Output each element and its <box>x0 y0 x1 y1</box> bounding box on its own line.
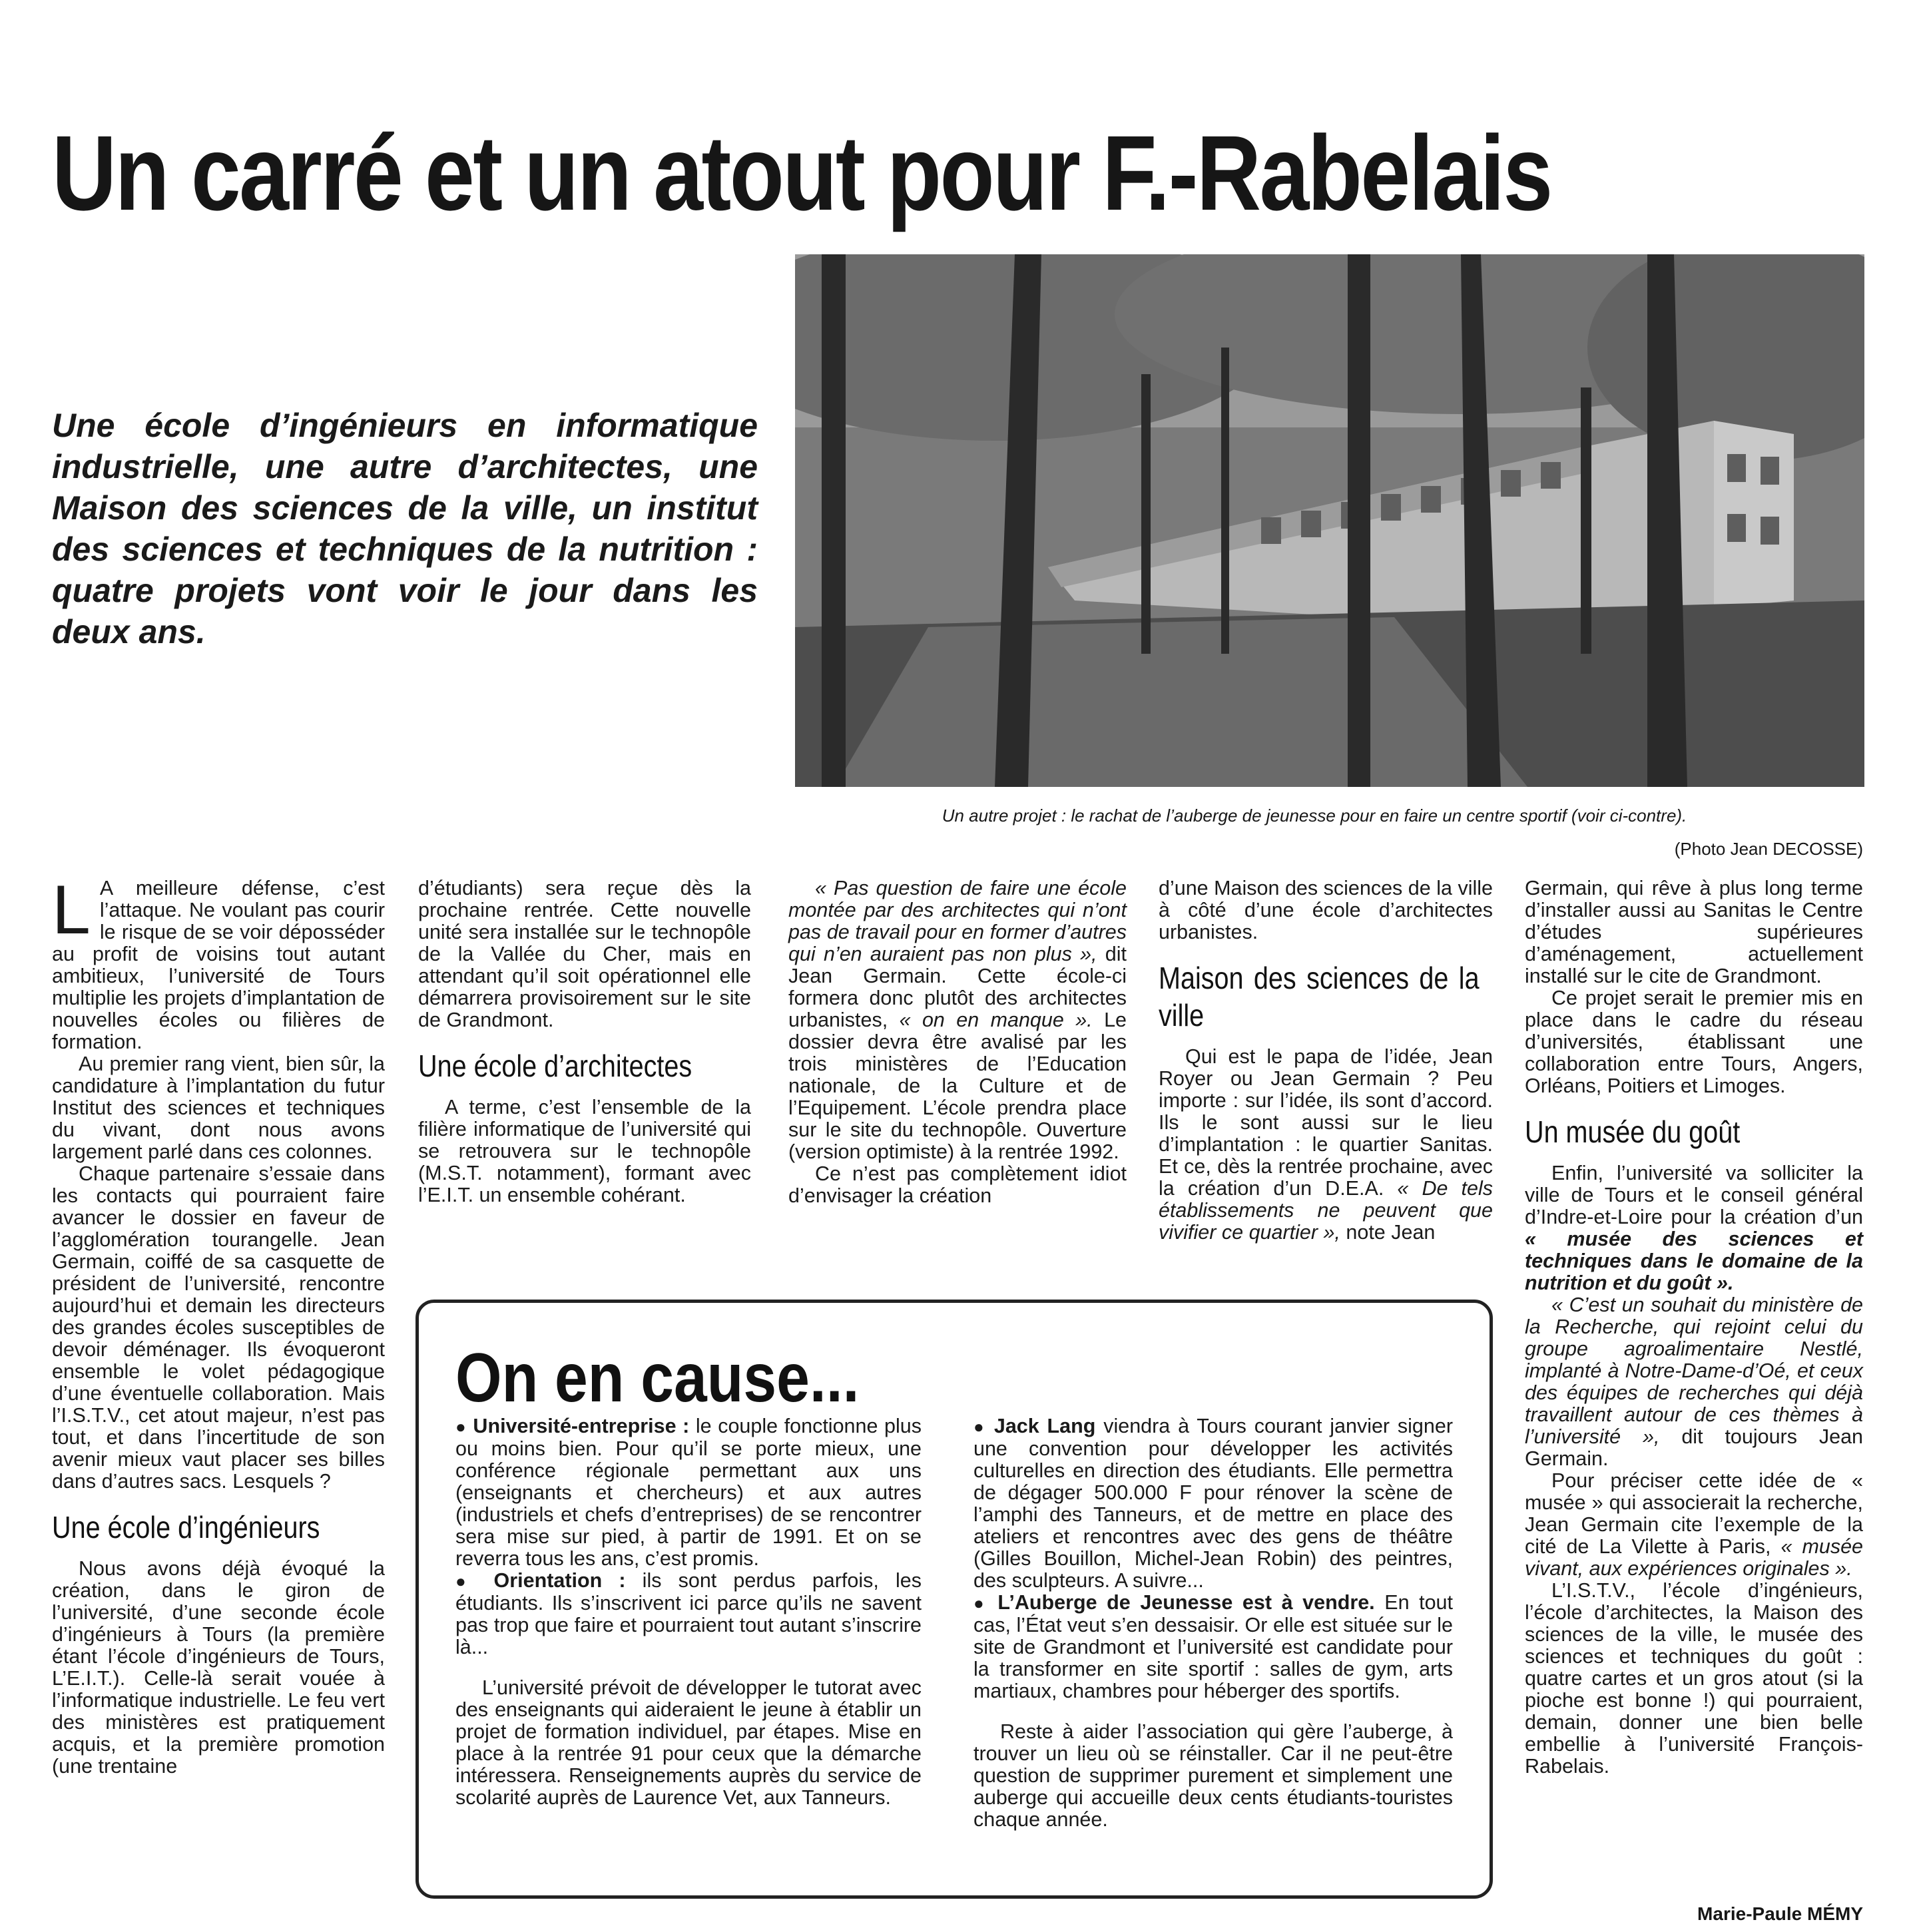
paragraph: A terme, c’est l’ensemble de la filière informatique de l’université qui se retrouvera sur le technopôle (M.S.T. notamment), formant avec l’E.I.T. un ensemble cohérant. <box>418 1096 751 1206</box>
standfirst: Une école d’ingénieurs en informatique industrielle, une autre d’architectes, une Maison des sciences de la ville, un institut des sciences et techniques de la nutrition : quatre projets vont voir le jour dans les deux ans. <box>52 407 758 650</box>
article-photo <box>795 254 1864 787</box>
box-column-1 <box>455 1415 922 1809</box>
lead-paragraph: L A meilleure défense, c’est l’attaque. Ne voulant pas courir le risque de se voir déposséder au profit de voisins tout autant ambitieux, l’université de Tours multiplie les projets d’implantation de nouvelles écoles ou filières de formation. <box>52 871 385 1053</box>
paragraph: L’I.S.T.V., l’école d’ingénieurs, l’école d’architectes, la Maison des sciences de la ville, le musée des sciences et techniques du goût : quatre cartes et un gros atout (si la pioche est bonne !) qui pourraient, demain, donner une bien belle embellie à l’université François-Rabelais. <box>1525 1579 1863 1778</box>
box-item: ● Université-entreprise : le couple fonctionne plus ou moins bien. Pour qu’il se porte mieux, une conférence régionale permettant aux uns (enseignants et chercheurs) et aux autres (industriels et chefs d’entreprises) de se rencontrer sera mise sur pied, à partir de 1991. Et on se reverra tous les ans, c’est promis. <box>455 1415 922 1570</box>
photo-credit: (Photo Jean DECOSSE) <box>1674 839 1863 859</box>
photo-caption: Un autre projet : le rachat de l’auberge de jeunesse pour en faire un centre sportif (voir ci-contre). <box>942 806 1687 826</box>
article-column-2 <box>418 877 751 1206</box>
box-item: ● Jack Lang viendra à Tours courant janvier signer une convention pour développer les activités culturelles en direction des étudiants. Elle permettra de dégager 500.000 F pour rénover la scène de l’amphi des Tanneurs, et de mettre en place des ateliers et rencontres avec des gens de théâtre (Gilles Bouillon, Michel-Jean Robin) des peintres, des sculpteurs. A suivre... <box>973 1415 1453 1592</box>
subheading-maison: Maison des sciences de la ville <box>1159 961 1480 1033</box>
subheading-architectes: Une école d’architectes <box>418 1049 692 1083</box>
paragraph: Ce n’est pas complètement idiot d’envisager la création <box>788 1162 1127 1207</box>
bullet-icon: ● <box>455 1571 477 1591</box>
subheading-ingenieurs: Une école d’ingénieurs <box>52 1510 320 1545</box>
paragraph: d’une Maison des sciences de la ville à côté d’une école d’architectes urbanistes. <box>1159 877 1493 943</box>
paragraph: d’étudiants) sera reçue dès la prochaine rentrée. Cette nouvelle unité sera installée sur le technopôle de la Vallée du Cher, mais en attendant qu’il soit opérationnel elle démarrera provisoirement sur le site de Grandmont. <box>418 877 751 1031</box>
article-column-4 <box>1159 877 1493 1244</box>
headline: Un carré et un atout pour F.-Rabelais <box>52 113 1551 232</box>
box-paragraph: Reste à aider l’association qui gère l’auberge, à trouver un lieu où se réinstaller. Car il ne peut-être question de supprimer purement et simplement une auberge qui accueille deux cents étudiants-touristes chaque année. <box>973 1720 1453 1831</box>
paragraph: Enfin, l’université va solliciter la ville de Tours et le conseil général d’Indre-et-Loire pour la création d’un « musée des sciences et techniques dans le domaine de la nutrition et du goût ». <box>1525 1162 1863 1294</box>
box-column-2 <box>973 1415 1453 1831</box>
drop-cap: L <box>52 871 91 949</box>
paragraph: Pour préciser cette idée de « musée » qui associerait la recherche, Jean Germain cite l’exemple de la cité de La Vilette à Paris, « musée vivant, aux expériences originales ». <box>1525 1469 1863 1580</box>
subheading-musee: Un musée du goût <box>1525 1114 1741 1149</box>
photo-illustration <box>795 254 1864 787</box>
paragraph: Nous avons déjà évoqué la création, dans le giron de l’université, d’une seconde école d’ingénieurs à Tours (la première étant l’école d’ingénieurs de Tours, L’E.I.T.). Celle-là serait vouée à l’informatique industrielle. Le feu vert des ministères est pratiquement acquis, et la première promotion (une trentaine <box>52 1557 385 1778</box>
paragraph: « C’est un souhait du ministère de la Recherche, qui rejoint celui du groupe agroalimentaire Nestlé, implanté à Notre-Dame-d’Oé, et ceux des équipes de recherches qui déjà travaillent autour de ces thèmes à l’université », dit toujours Jean Germain. <box>1525 1294 1864 1470</box>
box-title: On en cause... <box>455 1339 860 1417</box>
bullet-icon: ● <box>973 1593 988 1613</box>
article-column-1 <box>52 871 385 1778</box>
bullet-icon: ● <box>973 1417 987 1437</box>
box-item: ● Orientation : ils sont perdus parfois, les étudiants. Ils s’inscrivent ici parce qu’ils ne savent pas trop que faire et pourraient tout autant s’inscrire là... <box>455 1569 922 1658</box>
paragraph: Ce projet serait le premier mis en place dans le cadre du réseau d’universités, établissant une collaboration entre Tours, Angers, Orléans, Poitiers et Limoges. <box>1525 987 1863 1097</box>
box-paragraph: L’université prévoit de développer le tutorat avec des enseignants qui aideraient le jeune à établir un projet de formation individuel, par étapes. Mise en place à la rentrée 91 pour ceux que la démarche intéressera. Renseignements auprès du service de scolarité auprès de Laurence Vet, aux Tanneurs. <box>455 1676 922 1809</box>
byline: Marie-Paule MÉMY <box>1697 1903 1863 1924</box>
paragraph: Qui est le papa de l’idée, Jean Royer ou Jean Germain ? Peu importe : sur l’idée, ils sont d’accord. Ils le sont aussi sur le lieu d’implantation : le quartier Sanitas. Et ce, dès la rentrée prochaine, avec la création d’un D.E.A. « De tels établissements ne peuvent que vivifier ce quartier », note Jean <box>1159 1045 1493 1244</box>
paragraph: Au premier rang vient, bien sûr, la candidature à l’implantation du futur Institut des sciences et techniques du vivant, dont nous avons largement parlé dans ces colonnes. <box>52 1053 385 1163</box>
paragraph: Germain, qui rêve à plus long terme d’installer aussi au Sanitas le Centre d’études supérieures d’aménagement, actuellement installé sur le cite de Grandmont. <box>1525 877 1863 987</box>
article-column-3 <box>788 877 1127 1207</box>
bullet-icon: ● <box>455 1417 467 1437</box>
article-column-5 <box>1525 877 1863 1778</box>
paragraph: Chaque partenaire s’essaie dans les contacts qui pourraient faire avancer le dossier en faveur de l’agglomération tourangelle. Jean Germain, coiffé de sa casquette de président de l’université, rencontre aujourd’hui et demain les directeurs des grandes écoles susceptibles de devoir déménager. Ils évoqueront ensemble le volet pédagogique d’une éventuelle collaboration. Mais l’I.S.T.V., cet atout majeur, n’est pas tout, et dans l’incertitude de son avenir mieux vaut placer ses billes dans d’autres sacs. Lesquels ? <box>52 1162 385 1493</box>
paragraph: « Pas question de faire une école montée par des architectes qui n’ont pas de travail pour en former d’autres qui n’en auraient pas non plus », dit Jean Germain. Cette école-ci formera donc plutôt des architectes urbanistes, « on en manque ». Le dossier devra être avalisé par les trois ministères de l’Education nationale, de la Culture et de l’Equipement. L’école prendra place sur le site du technopôle. Ouverture (version optimiste) à la rentrée 1992. <box>788 877 1127 1163</box>
box-item: ● L’Auberge de Jeunesse est à vendre. En tout cas, l’État veut s’en dessaisir. Or elle est située sur le site de Grandmont et l’université est candidate pour la transformer en site sportif : salles de gym, arts martiaux, chambres pour héberger des sportifs. <box>973 1591 1453 1702</box>
